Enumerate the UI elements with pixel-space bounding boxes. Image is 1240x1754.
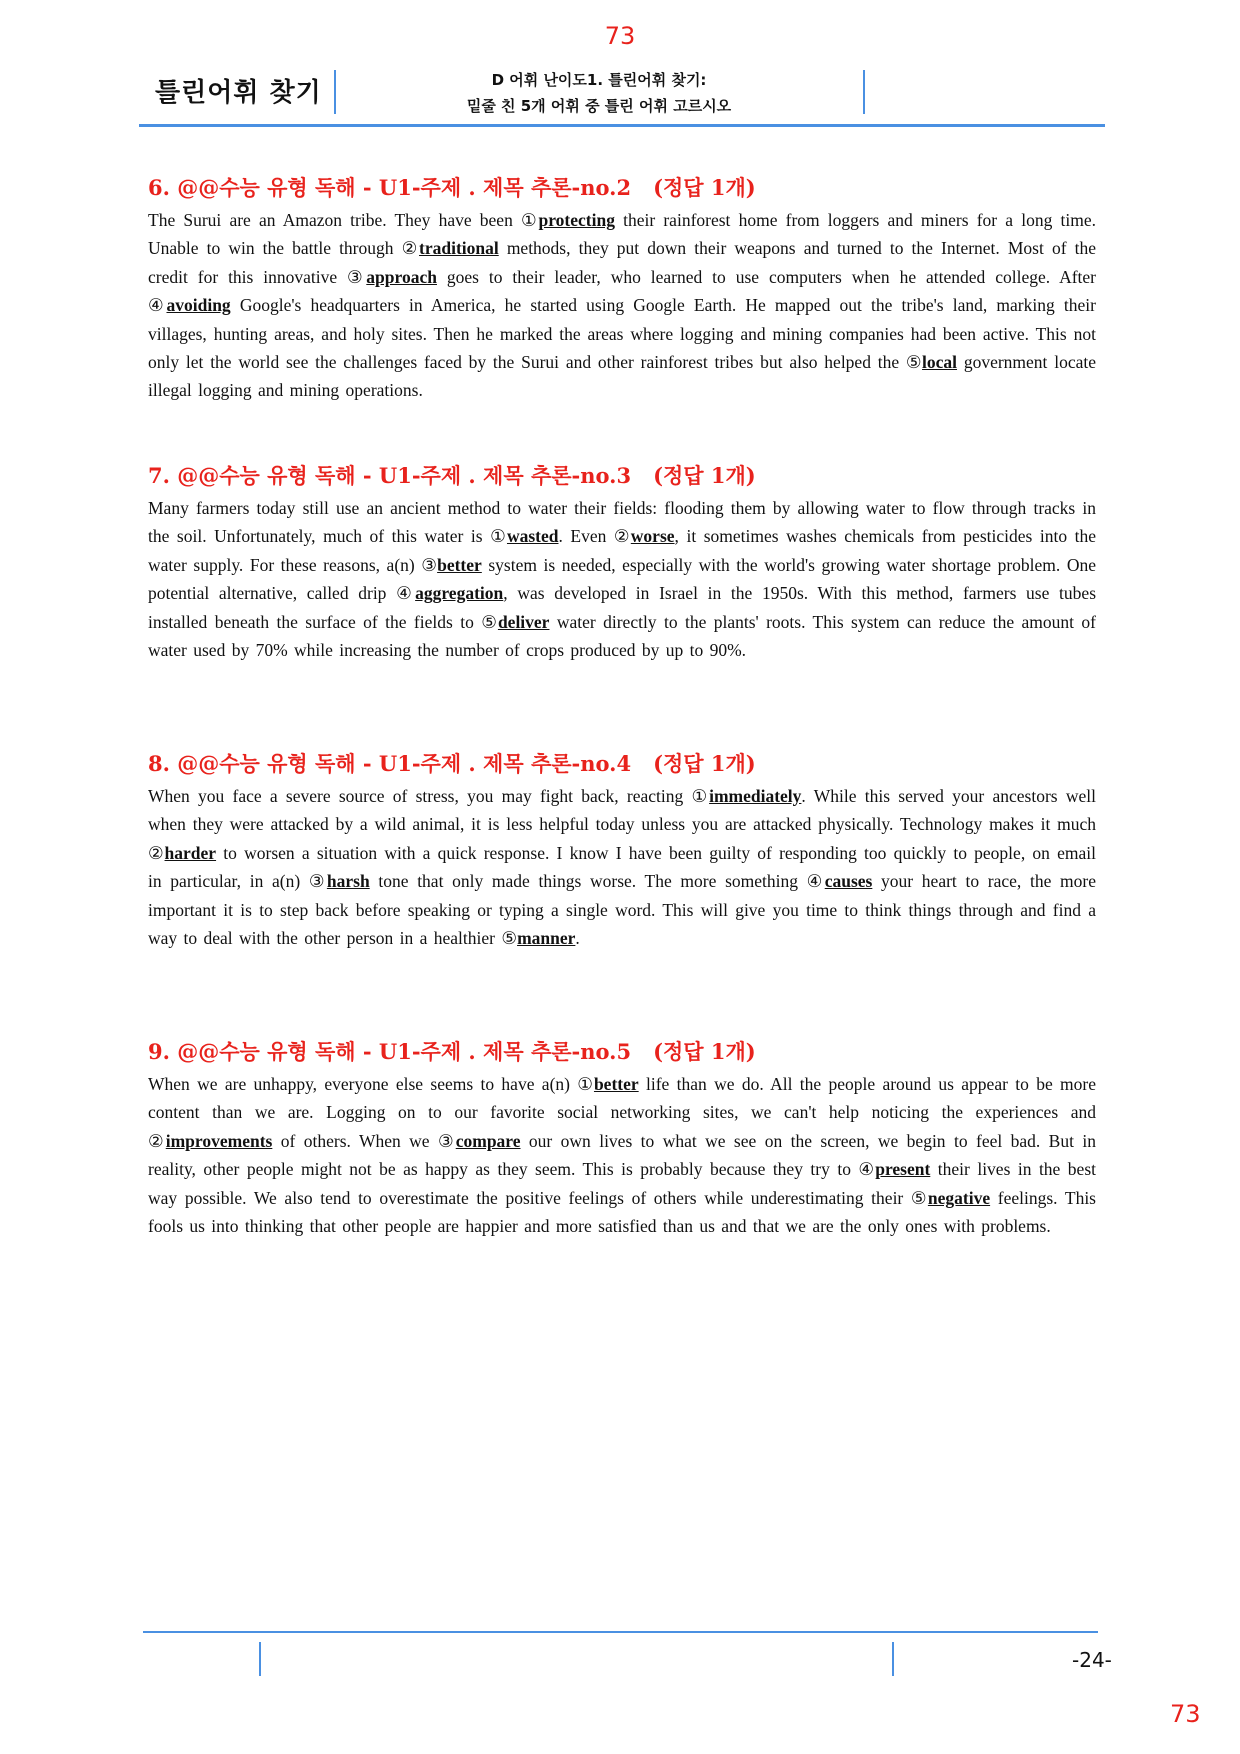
page-header (139, 62, 1105, 124)
page-number-top: 73 (604, 22, 636, 50)
header-description (339, 67, 859, 119)
passage-text: methods, they put down their weapons and turned to the Internet. Most of the credit for this innovative ③ (148, 238, 1096, 287)
underlined-word: immediately (709, 786, 802, 806)
question-9 (148, 1034, 1096, 1240)
underlined-word: wasted (506, 526, 559, 547)
question-title-text: 9. @@수능 유형 독해 - U1-주제 . 제목 추론-no.5 (148, 1039, 632, 1064)
question-7 (148, 458, 1096, 664)
passage-text: life than we do. All the people around us appear to be more content than we are. Logging on to our favorite social networking sites, we can't help noticing the experiences and ② (148, 1074, 1096, 1151)
page-number-bottom: 73 (1170, 1700, 1201, 1728)
passage-text: to worsen a situation with a quick response. I know I have been guilty of responding too quickly to people, on email in particular, in a(n) ③ (148, 842, 1096, 892)
passage-text: our own lives to what we see on the screen, we begin to feel bad. But in reality, other people might not be as happy as they seem. This is probably because they try to ④ (148, 1130, 1096, 1180)
underlined-word: compare (455, 1130, 521, 1151)
header-description-line1: D 어휘 난이도1. 틀린어휘 찾기: (491, 71, 707, 89)
passage-text: . Even ② (558, 526, 631, 547)
passage-text: . While this served your ancestors well when they were attacked by a wild animal, it is less helpful today unless you are attacked physically. Technology makes it much ② (148, 786, 1096, 863)
passage-text: When you face a severe source of stress, you may fight back, reacting ① (148, 786, 710, 806)
passage-text: , was developed in Israel in the 1950s. With this method, farmers use tubes installed beneath the surface of the fields to ⑤ (148, 583, 1096, 632)
underlined-word: better (437, 554, 482, 575)
question-passage (148, 494, 1096, 664)
underlined-word: improvements (165, 1130, 273, 1151)
underlined-word: protecting (538, 210, 615, 230)
question-title (148, 1034, 1096, 1070)
underlined-word: local (922, 352, 958, 373)
passage-text: tone that only made things worse. The more something ④ (369, 871, 825, 892)
passage-text: your heart to race, the more important it is to step back before speaking or typing a single word. This will give you time to think things through and find a way to deal with the other person in a healthier ⑤ (148, 871, 1096, 949)
underlined-word: traditional (419, 238, 499, 259)
header-divider-right (863, 70, 865, 114)
passage-text: system is needed, especially with the world's growing water shortage problem. One potential alternative, called drip ④ (148, 554, 1096, 604)
question-title-text: 8. @@수능 유형 독해 - U1-주제 . 제목 추론-no.4 (148, 751, 632, 776)
passage-text: . (575, 928, 580, 949)
question-title (148, 458, 1096, 494)
footer-page-number: -24- (1072, 1648, 1112, 1672)
footer-divider-right (892, 1642, 894, 1676)
footer-rule (143, 1631, 1098, 1633)
passage-text: goes to their leader, who learned to use computers when he attended college. After ④ (148, 266, 1096, 316)
question-passage (148, 206, 1096, 405)
question-passage (148, 1070, 1096, 1240)
underlined-word: deliver (497, 611, 550, 632)
answer-count: (정답 1개) (653, 463, 756, 488)
underlined-word: negative (927, 1187, 991, 1208)
question-title-text: 7. @@수능 유형 독해 - U1-주제 . 제목 추론-no.3 (148, 463, 632, 488)
question-6 (148, 170, 1096, 405)
passage-text: government locate illegal logging and mining operations. (148, 352, 1096, 401)
passage-text: of others. When we ③ (272, 1130, 456, 1151)
passage-text: water directly to the plants' roots. This system can reduce the amount of water used by 70% while increasing the number of crops produced by up to 90%. (148, 611, 1096, 661)
header-rule (139, 124, 1105, 127)
question-title (148, 170, 1096, 206)
underlined-word: avoiding (166, 295, 231, 316)
question-passage (148, 782, 1096, 952)
underlined-word: causes (824, 871, 873, 892)
question-title-text: 6. @@수능 유형 독해 - U1-주제 . 제목 추론-no.2 (148, 175, 632, 200)
underlined-word: harsh (326, 871, 370, 892)
answer-count: (정답 1개) (653, 751, 756, 776)
question-8 (148, 746, 1096, 952)
passage-text: their rainforest home from loggers and miners for a long time. Unable to win the battle through ② (148, 210, 1096, 259)
question-title (148, 746, 1096, 782)
answer-count: (정답 1개) (653, 1039, 756, 1064)
underlined-word: worse (630, 526, 675, 547)
footer-divider-left (259, 1642, 261, 1676)
page-title: 틀린어휘 찾기 (155, 78, 322, 108)
passage-text: The Surui are an Amazon tribe. They have been ① (148, 210, 539, 230)
passage-text: Many farmers today still use an ancient method to water their fields: flooding them by allowing water to flow through tracks in the soil. Unfortunately, much of this water is ① (148, 498, 1096, 547)
underlined-word: aggregation (415, 583, 504, 604)
passage-text: When we are unhappy, everyone else seems to have a(n) ① (148, 1074, 594, 1094)
passage-text: feelings. This fools us into thinking that other people are happier and more satisfied than us and that we are the only ones with problems. (148, 1187, 1096, 1237)
underlined-word: harder (164, 842, 217, 863)
underlined-word: better (593, 1074, 639, 1094)
underlined-word: present (875, 1159, 931, 1180)
header-description-line2: 밑줄 친 5개 어휘 중 틀린 어휘 고르시오 (466, 97, 732, 115)
header-divider-left (334, 70, 336, 114)
passage-text: , it sometimes washes chemicals from pesticides into the water supply. For these reasons, a(n) ③ (148, 526, 1097, 575)
passage-text: Google's headquarters in America, he started using Google Earth. He mapped out the tribe's land, marking their villages, hunting areas, and holy sites. Then he marked the areas where logging and mining companies had been active. This not only let the world see the challenges faced by the Surui and other rainforest tribes but also helped the ⑤ (148, 295, 1096, 373)
answer-count: (정답 1개) (653, 175, 756, 200)
underlined-word: manner (517, 928, 576, 949)
underlined-word: approach (366, 266, 437, 287)
passage-text: their lives in the best way possible. We also tend to overestimate the positive feelings of others while underestimating their ⑤ (148, 1159, 1096, 1208)
